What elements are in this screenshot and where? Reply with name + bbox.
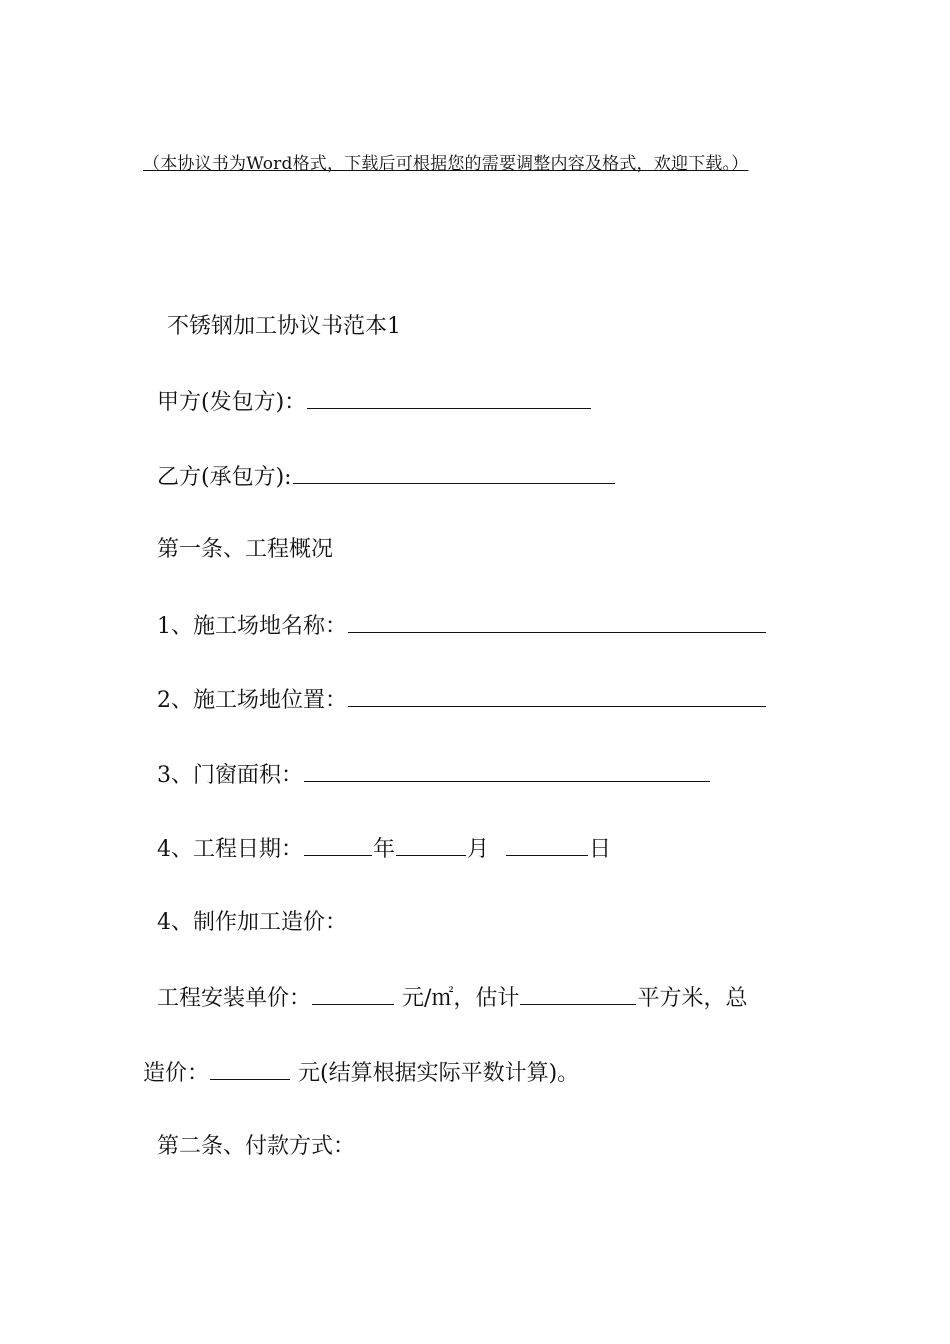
area-unit: 平方米，总: [637, 986, 748, 1011]
site-location-line: [157, 684, 767, 716]
unit-price-line: [157, 982, 747, 1014]
cost-heading: 4、制作加工造价：: [157, 910, 347, 935]
day-blank: [506, 833, 588, 856]
month-label: 月: [467, 837, 490, 862]
article-1-heading: 第一条、工程概况: [157, 537, 334, 562]
area-estimate-blank: [520, 982, 636, 1005]
unit-price-label: 工程安装单价：: [157, 986, 312, 1011]
download-note: （本协议书为Word格式，下载后可根据您的需要调整内容及格式，欢迎下载。）: [143, 154, 749, 174]
party-b-line: [157, 461, 616, 493]
document-title: 不锈钢加工协议书范本1: [167, 314, 401, 339]
day-label: 日: [589, 837, 612, 862]
year-blank: [304, 833, 372, 856]
year-label: 年: [373, 837, 396, 862]
site-name-line: [157, 610, 767, 642]
total-price-label: 造价：: [143, 1061, 210, 1086]
project-date-label: 4、工程日期：: [157, 837, 303, 862]
site-name-label: 1、施工场地名称：: [157, 614, 347, 639]
unit-price-unit: 元/㎡，估计: [402, 986, 520, 1011]
site-location-blank: [348, 684, 766, 707]
total-price-blank: [210, 1057, 290, 1080]
total-price-line: [143, 1057, 579, 1089]
article-2-heading: 第二条、付款方式：: [157, 1134, 356, 1159]
month-blank: [396, 833, 466, 856]
window-area-label: 3、门窗面积：: [157, 763, 303, 788]
party-b-label: 乙方(承包方):: [157, 465, 292, 490]
unit-price-blank: [312, 982, 394, 1005]
site-name-blank: [348, 610, 766, 633]
party-a-label: 甲方(发包方)：: [157, 390, 307, 415]
party-b-blank: [293, 461, 615, 484]
party-a-blank: [307, 386, 591, 409]
site-location-label: 2、施工场地位置：: [157, 688, 347, 713]
window-area-blank: [304, 759, 710, 782]
project-date-line: [157, 833, 611, 865]
party-a-line: [157, 386, 592, 418]
window-area-line: [157, 759, 711, 791]
total-price-unit: 元(结算根据实际平数计算)。: [298, 1061, 580, 1086]
